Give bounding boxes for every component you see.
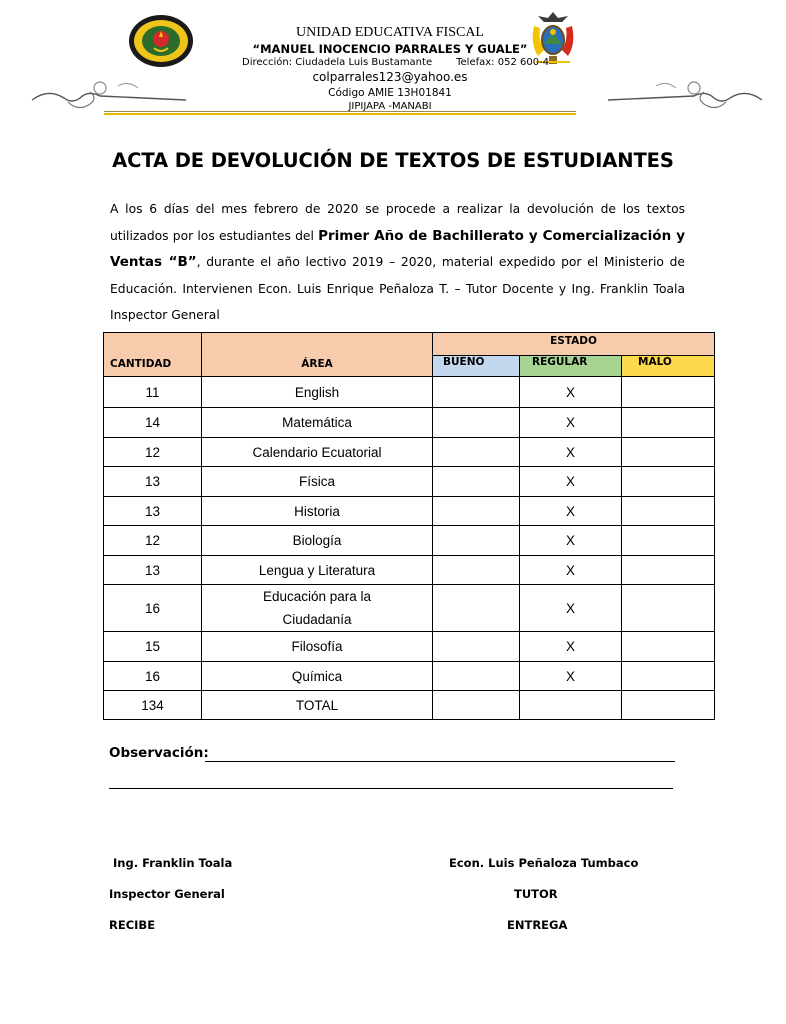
row-area: Educación para la Ciudadanía — [202, 585, 433, 632]
row-malo — [622, 556, 715, 585]
signer-left-role: Inspector General — [109, 887, 225, 901]
signer-left-action: RECIBE — [109, 918, 156, 932]
document-title: ACTA DE DEVOLUCIÓN DE TEXTOS DE ESTUDIANTES — [112, 149, 674, 172]
row-bueno — [433, 585, 520, 632]
address-line — [242, 57, 550, 68]
institution-name: UNIDAD EDUCATIVA FISCAL — [296, 25, 484, 40]
header-bueno: BUENO — [433, 356, 520, 377]
table-row — [104, 662, 715, 691]
signer-right-name: Econ. Luis Peñaloza Tumbaco — [449, 856, 639, 870]
phone: Telefax: 052 600-4 — [456, 57, 550, 68]
row-bueno — [433, 408, 520, 438]
row-cantidad: 16 — [104, 662, 202, 691]
row-bueno — [433, 662, 520, 691]
row-area: Química — [202, 662, 433, 691]
row-area: Matemática — [202, 408, 433, 438]
row-cantidad: 14 — [104, 408, 202, 438]
row-regular: X — [520, 467, 622, 497]
row-cantidad: 13 — [104, 556, 202, 585]
table-row — [104, 438, 715, 467]
row-cantidad: 11 — [104, 377, 202, 408]
row-bueno — [433, 377, 520, 408]
row-bueno — [433, 467, 520, 497]
email: colparrales123@yahoo.es — [312, 70, 468, 84]
row-malo — [622, 438, 715, 467]
row-regular — [520, 691, 622, 720]
school-name: “MANUEL INOCENCIO PARRALES Y GUALE” — [252, 42, 528, 56]
row-cantidad: 12 — [104, 438, 202, 467]
textbook-table — [103, 332, 715, 720]
row-regular: X — [520, 408, 622, 438]
row-area: Lengua y Literatura — [202, 556, 433, 585]
header-cantidad: CANTIDAD — [104, 333, 202, 377]
row-regular: X — [520, 556, 622, 585]
row-cantidad: 134 — [104, 691, 202, 720]
row-area: TOTAL — [202, 691, 433, 720]
table-row — [104, 585, 715, 632]
paragraph-course: Primer Año de Bachillerato y Comercialización y Ventas “B” — [110, 227, 685, 270]
observation-line — [109, 788, 673, 789]
row-regular: X — [520, 585, 622, 632]
row-bueno — [433, 497, 520, 526]
table-row — [104, 691, 715, 720]
table-row — [104, 556, 715, 585]
row-malo — [622, 526, 715, 556]
row-malo — [622, 585, 715, 632]
header-regular: REGULAR — [520, 356, 622, 377]
row-malo — [622, 691, 715, 720]
row-regular: X — [520, 438, 622, 467]
row-bueno — [433, 438, 520, 467]
header-estado: ESTADO — [433, 333, 715, 356]
ornament-flourish-icon — [28, 76, 188, 116]
city: JIPIJAPA -MANABI — [348, 101, 432, 112]
table-row — [104, 497, 715, 526]
row-bueno — [433, 556, 520, 585]
table-row — [104, 526, 715, 556]
row-area: Biología — [202, 526, 433, 556]
row-area: Calendario Ecuatorial — [202, 438, 433, 467]
address: Dirección: Ciudadela Luis Bustamante — [242, 57, 433, 68]
table-row — [104, 377, 715, 408]
row-cantidad: 12 — [104, 526, 202, 556]
observation-line — [205, 761, 675, 762]
row-bueno — [433, 691, 520, 720]
row-area: Filosofía — [202, 632, 433, 662]
table-row — [104, 632, 715, 662]
row-regular: X — [520, 526, 622, 556]
header-malo: MALO — [622, 356, 715, 377]
row-regular: X — [520, 632, 622, 662]
row-cantidad: 13 — [104, 467, 202, 497]
table-row — [104, 408, 715, 438]
signer-right-role: TUTOR — [514, 887, 558, 901]
header-area: ÁREA — [202, 333, 433, 377]
row-malo — [622, 408, 715, 438]
row-cantidad: 13 — [104, 497, 202, 526]
row-regular: X — [520, 497, 622, 526]
signer-right-action: ENTREGA — [507, 918, 568, 932]
row-bueno — [433, 632, 520, 662]
amie-code: Código AMIE 13H01841 — [328, 87, 452, 99]
ornament-flourish-icon — [606, 76, 766, 116]
row-malo — [622, 497, 715, 526]
row-malo — [622, 632, 715, 662]
row-cantidad: 15 — [104, 632, 202, 662]
school-emblem-icon — [128, 14, 194, 68]
observation-label: Observación: — [109, 745, 209, 761]
row-malo — [622, 662, 715, 691]
signer-left-name: Ing. Franklin Toala — [113, 856, 233, 870]
intro-paragraph — [110, 196, 685, 329]
row-malo — [622, 377, 715, 408]
row-bueno — [433, 526, 520, 556]
row-area: Física — [202, 467, 433, 497]
row-cantidad: 16 — [104, 585, 202, 632]
row-area: English — [202, 377, 433, 408]
row-area: Historia — [202, 497, 433, 526]
row-regular: X — [520, 377, 622, 408]
paragraph-text: A los 6 días del mes febrero de 2020 se procede a realizar la devolución de los textos utilizados por los estudiantes del — [110, 202, 685, 243]
row-malo — [622, 467, 715, 497]
table-row — [104, 467, 715, 497]
paragraph-text-rest: , durante el año lectivo 2019 – 2020, material expedido por el Ministerio de Educación. Intervienen Econ. Luis Enrique Peñaloza T. – Tutor Docente y Ing. Franklin Toala Inspector General — [110, 255, 685, 322]
row-regular: X — [520, 662, 622, 691]
